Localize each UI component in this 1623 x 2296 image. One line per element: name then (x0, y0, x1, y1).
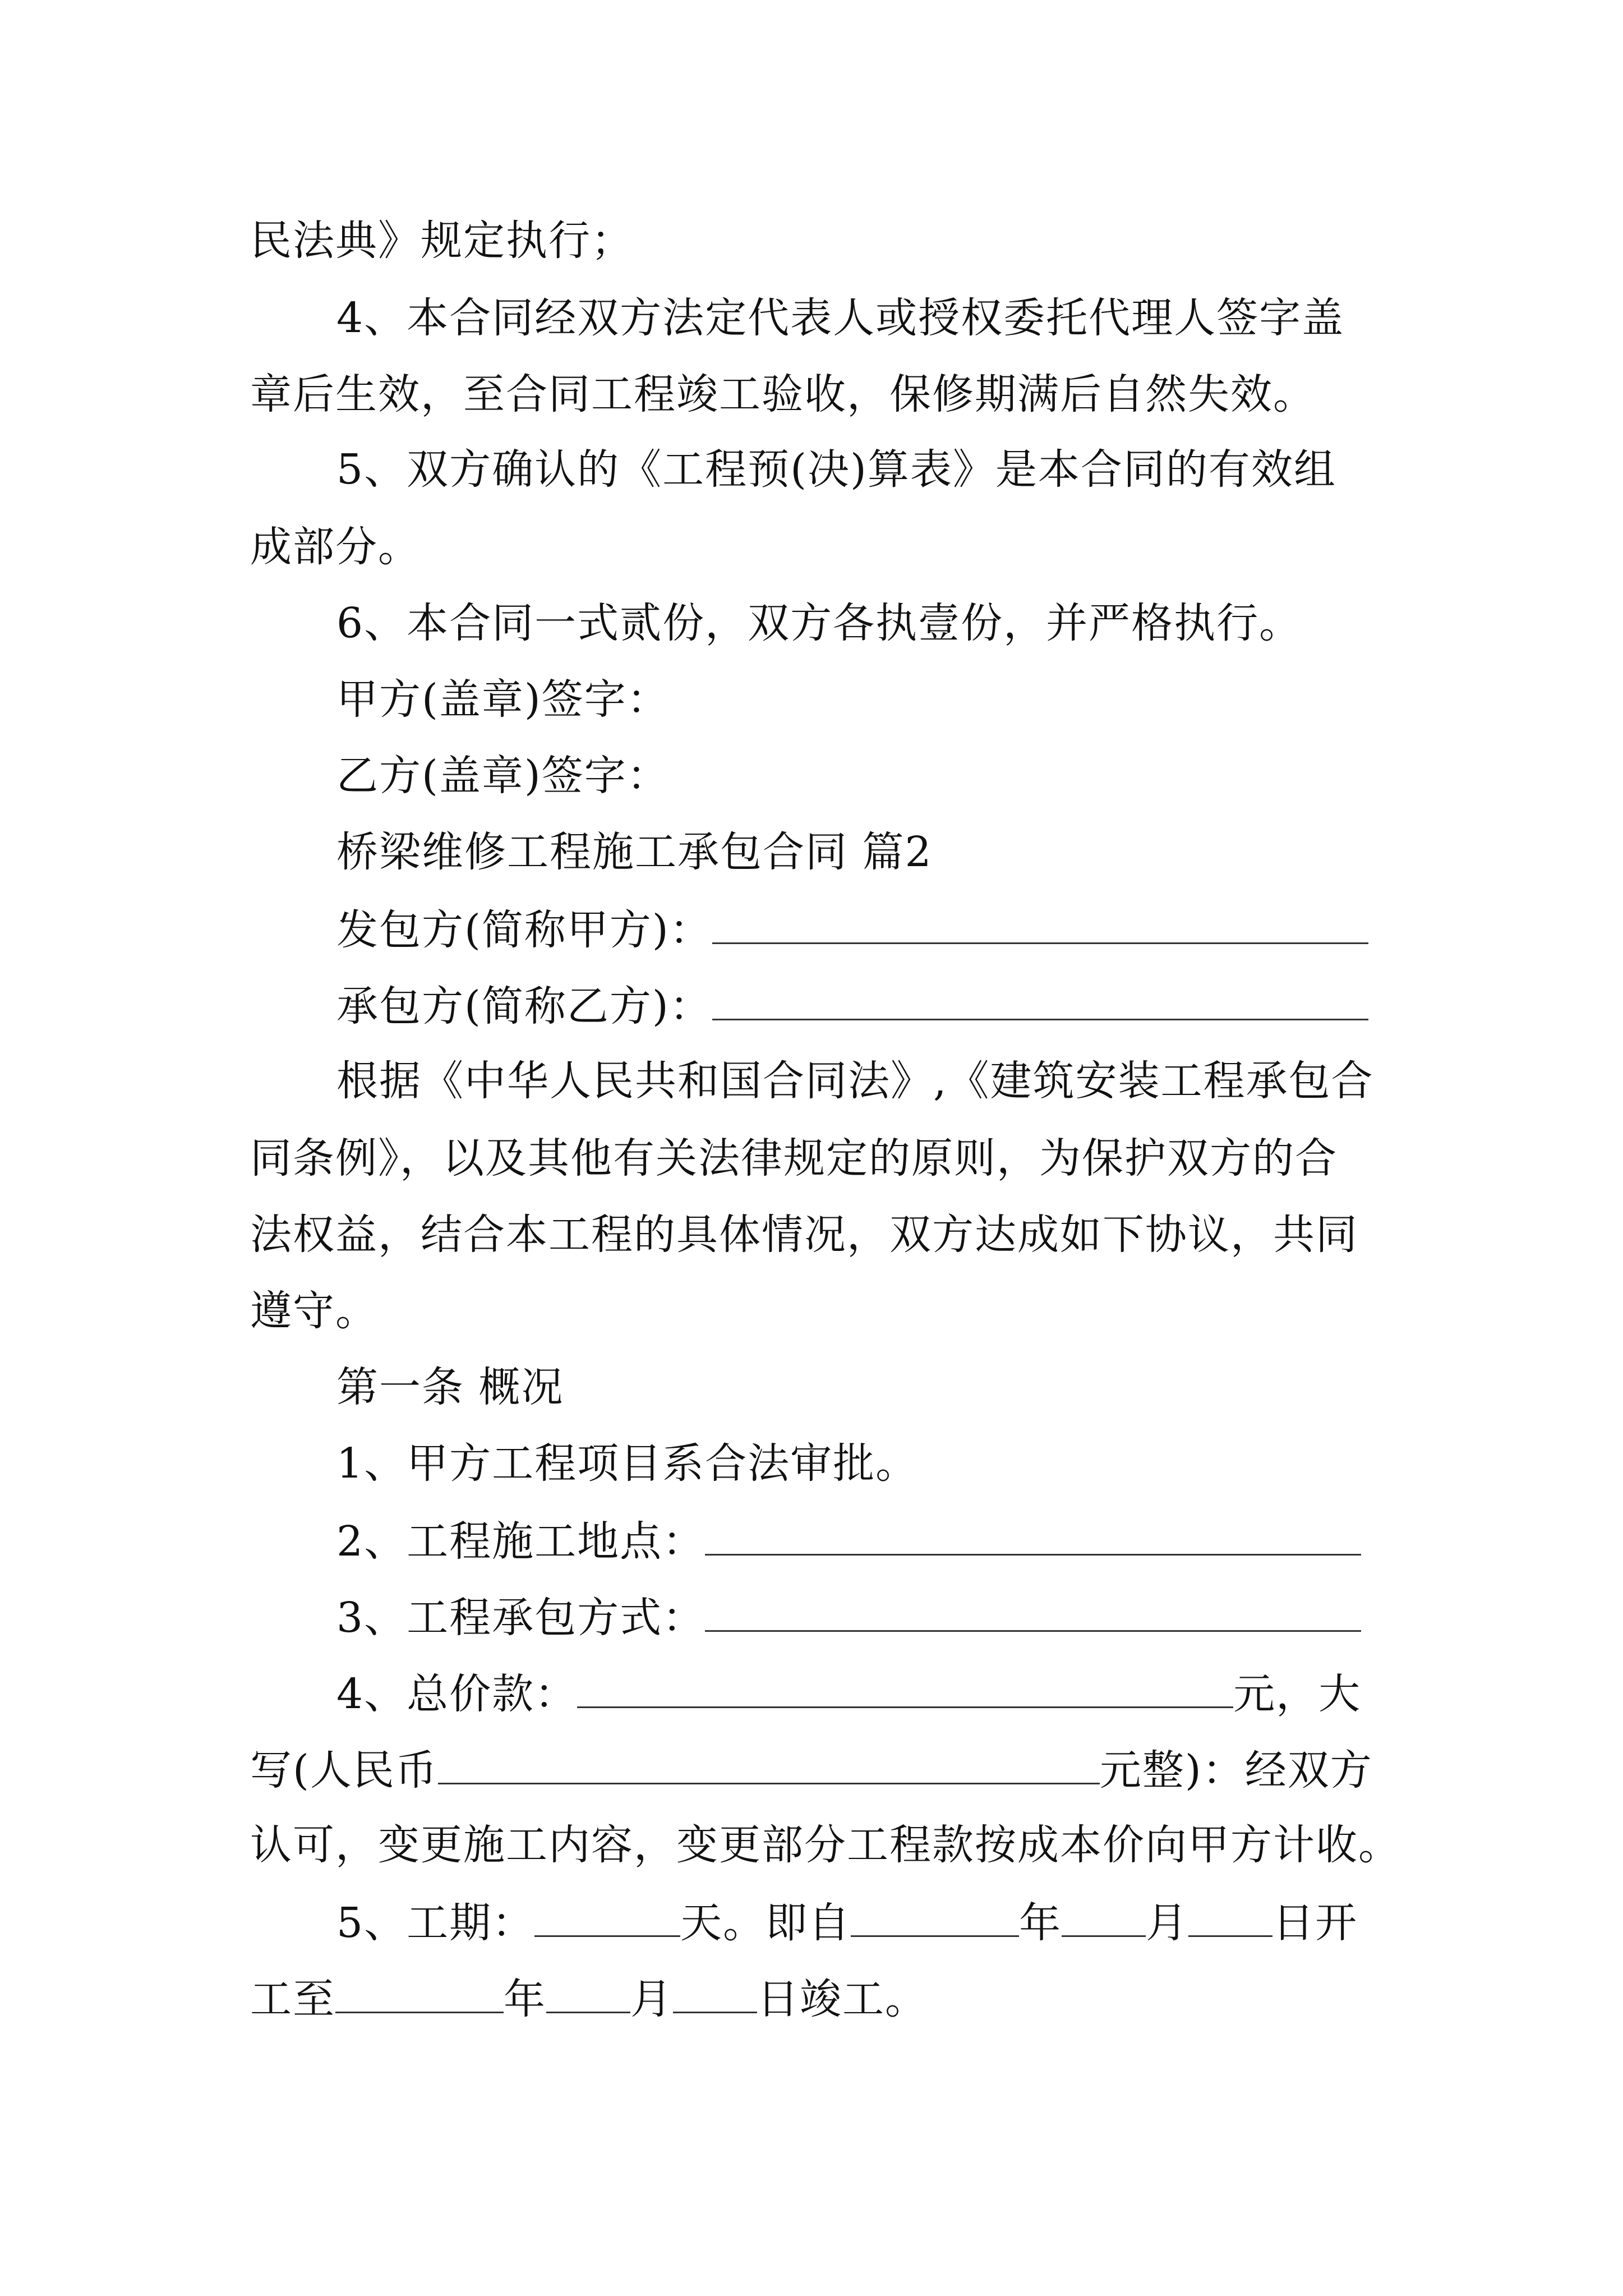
start-month-label: 月 (1146, 1899, 1189, 1947)
article-1-item-3 (336, 1594, 1361, 1642)
end-year-label: 年 (504, 1975, 546, 2023)
preamble-3: 法权益，结合本工程的具体情况，双方达成如下协议，共同 (250, 1211, 1358, 1259)
clause-6: 6、本合同一式贰份，双方各执壹份，并严格执行。 (336, 599, 1302, 647)
rmb-blank (438, 1748, 1100, 1784)
clause-5: 5、双方确认的《工程预(决)算表》是本合同的有效组 (336, 445, 1336, 494)
clause-4-cont: 章后生效，至合同工程竣工验收，保修期满后自然失效。 (250, 370, 1316, 418)
total-price-blank (577, 1672, 1233, 1708)
clause-4: 4、本合同经双方法定代表人或授权委托代理人签字盖 (336, 294, 1345, 342)
start-year-blank (851, 1901, 1019, 1937)
preamble-1: 根据《中华人民共和国合同法》,《建筑安装工程承包合 (336, 1057, 1374, 1105)
rmb-label: 写(人民币 (250, 1746, 438, 1795)
article-1-item-2 (336, 1517, 1361, 1566)
article-1-item-4-cont (250, 1746, 1373, 1795)
site-blank (705, 1519, 1361, 1556)
start-day-blank (1188, 1901, 1272, 1937)
rmb-tail: 元整)：经双方 (1099, 1746, 1373, 1795)
article-1-item-1: 1、甲方工程项目系合法审批。 (336, 1439, 919, 1488)
start-year-label: 年 (1019, 1899, 1062, 1947)
line-1: 民法典》规定执行； (250, 217, 634, 265)
employer-label: 发包方(简称甲方)： (336, 906, 712, 954)
article-1-item-4 (336, 1670, 1362, 1718)
party-a-signature: 甲方(盖章)签字： (336, 675, 670, 724)
employer-blank (712, 908, 1368, 944)
until-label: 工至 (250, 1975, 335, 2023)
end-day-label: 日竣工。 (757, 1975, 928, 2023)
employer-line (336, 906, 1368, 954)
article-1-item-4-cont2: 认可，变更施工内容，变更部分工程款按成本价向甲方计收。 (250, 1821, 1401, 1869)
preamble-2: 同条例》，以及其他有关法律规定的原则，为保护双方的合 (250, 1134, 1338, 1182)
end-month-label: 月 (630, 1975, 673, 2023)
end-year-blank (335, 1977, 504, 2013)
article-1-heading: 第一条 概况 (336, 1363, 564, 1411)
article-1-item-5-cont (250, 1975, 928, 2023)
yuan-upper-label: 元，大 (1233, 1670, 1362, 1718)
contract-mode-blank (705, 1595, 1361, 1632)
start-month-blank (1062, 1901, 1146, 1937)
contract-mode-label: 3、工程承包方式： (336, 1594, 706, 1642)
article-1-item-5 (336, 1899, 1358, 1947)
preamble-4: 遵守。 (250, 1287, 378, 1335)
start-day-label: 日开 (1272, 1899, 1358, 1947)
period-label: 5、工期： (336, 1899, 535, 1947)
total-price-label: 4、总价款： (336, 1670, 578, 1718)
clause-5-cont: 成部分。 (250, 523, 421, 571)
contractor-label: 承包方(简称乙方)： (336, 982, 712, 1030)
section-title: 桥梁维修工程施工承包合同 篇2 (336, 828, 933, 876)
site-label: 2、工程施工地点： (336, 1517, 706, 1566)
end-day-blank (673, 1977, 757, 2013)
party-b-signature: 乙方(盖章)签字： (336, 752, 670, 800)
contractor-blank (712, 984, 1368, 1020)
end-month-blank (546, 1977, 630, 2013)
days-blank (534, 1901, 680, 1937)
days-from: 天。即自 (680, 1899, 851, 1947)
contractor-line (336, 982, 1368, 1030)
